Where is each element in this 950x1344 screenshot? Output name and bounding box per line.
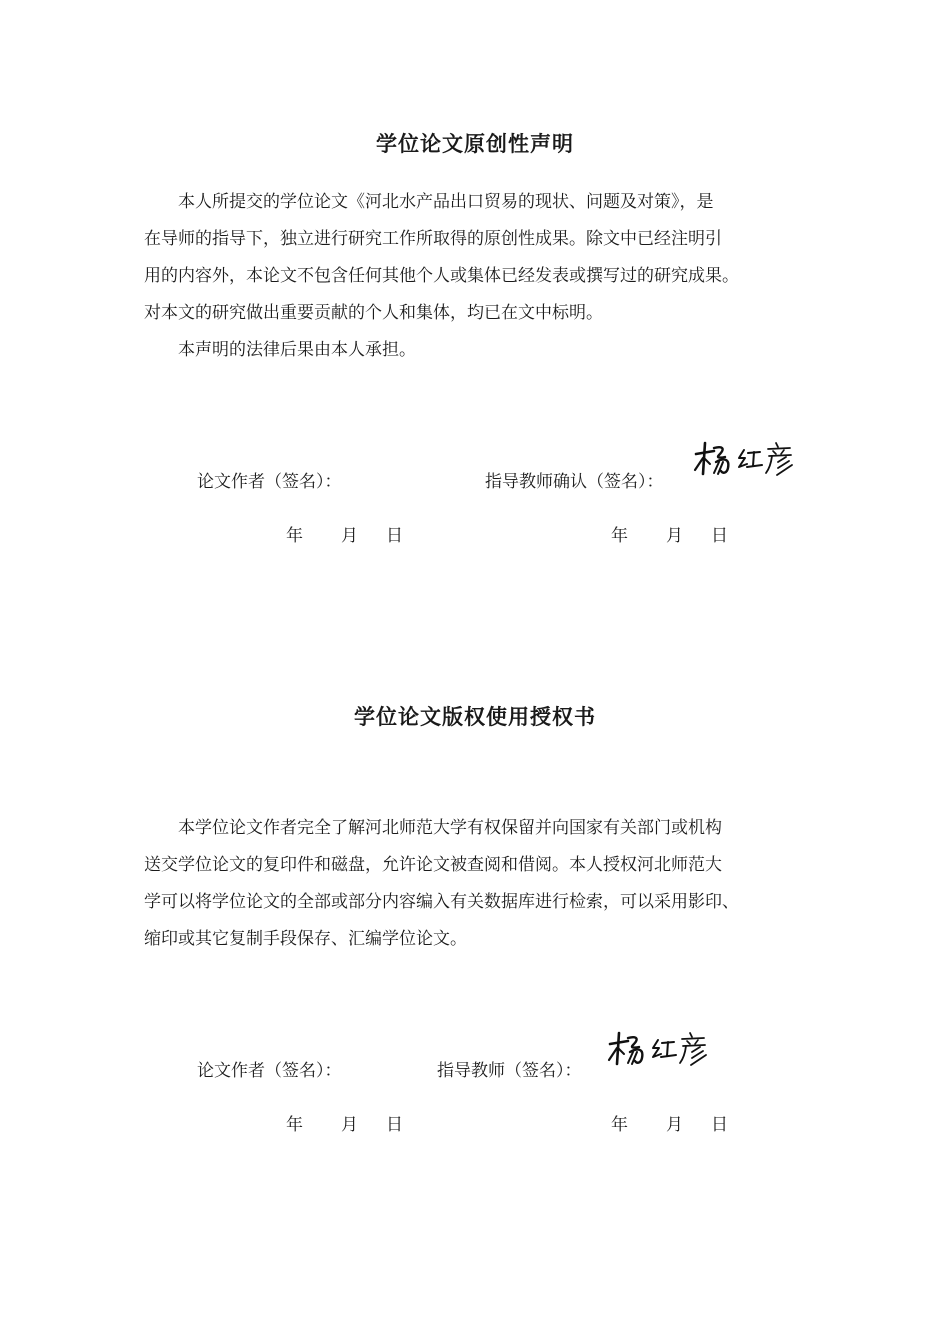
- declaration-line-5: 本声明的法律后果由本人承担。: [178, 340, 416, 360]
- authorization-line-4: 缩印或其它复制手段保存、汇编学位论文。: [144, 929, 467, 949]
- date-year: 年: [611, 1115, 628, 1135]
- authorization-advisor-date: [611, 1110, 728, 1135]
- authorization-advisor-handwritten-signature: [606, 1030, 718, 1070]
- declaration-line-1: 本人所提交的学位论文《河北水产品出口贸易的现状、问题及对策》，是: [178, 192, 714, 212]
- date-year: 年: [611, 526, 628, 546]
- date-month: 月: [666, 1115, 683, 1135]
- authorization-line-1: 本学位论文作者完全了解河北师范大学有权保留并向国家有关部门或机构: [178, 818, 722, 838]
- date-month: 月: [666, 526, 683, 546]
- date-month: 月: [341, 526, 358, 546]
- date-year: 年: [286, 526, 303, 546]
- authorization-line-2: 送交学位论文的复印件和磁盘，允许论文被查阅和借阅。本人授权河北师范大: [144, 855, 722, 875]
- declaration-line-3: 用的内容外，本论文不包含任何其他个人或集体已经发表或撰写过的研究成果。: [144, 266, 739, 286]
- date-day: 日: [386, 1115, 403, 1135]
- declaration-author-date: [286, 521, 403, 546]
- declaration-title: 学位论文原创性声明: [376, 132, 574, 156]
- authorization-advisor-signature-label: 指导教师（签名）：: [437, 1061, 582, 1081]
- declaration-advisor-handwritten-signature: [692, 440, 804, 480]
- date-month: 月: [341, 1115, 358, 1135]
- date-day: 日: [711, 1115, 728, 1135]
- declaration-advisor-signature-label: 指导教师确认（签名）：: [485, 472, 664, 492]
- authorization-author-signature-label: 论文作者（签名）：: [197, 1061, 342, 1081]
- authorization-paragraph: [144, 810, 814, 958]
- declaration-advisor-date: [611, 521, 728, 546]
- date-day: 日: [386, 526, 403, 546]
- date-day: 日: [711, 526, 728, 546]
- declaration-line-4: 对本文的研究做出重要贡献的个人和集体，均已在文中标明。: [144, 303, 603, 323]
- declaration-author-signature-label: 论文作者（签名）：: [197, 472, 342, 492]
- declaration-line-2: 在导师的指导下，独立进行研究工作所取得的原创性成果。除文中已经注明引: [144, 229, 722, 249]
- declaration-paragraph: [144, 184, 814, 369]
- date-year: 年: [286, 1115, 303, 1135]
- authorization-author-date: [286, 1110, 403, 1135]
- authorization-line-3: 学可以将学位论文的全部或部分内容编入有关数据库进行检索，可以采用影印、: [144, 892, 739, 912]
- authorization-title: 学位论文版权使用授权书: [354, 705, 596, 729]
